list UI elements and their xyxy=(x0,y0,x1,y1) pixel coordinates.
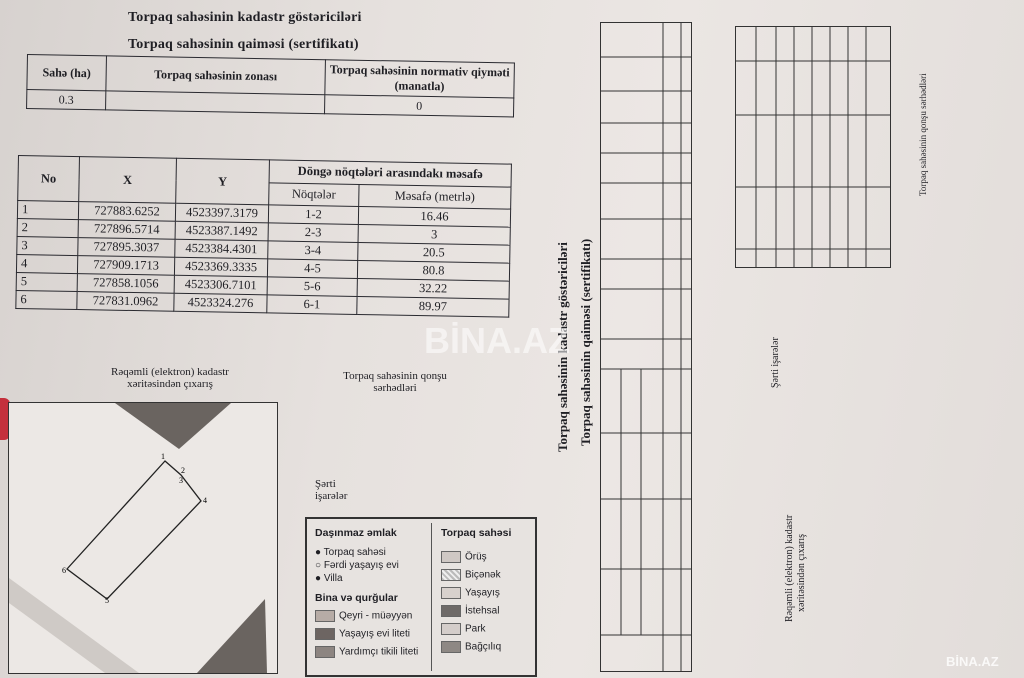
coord-cell-x: 727895.3037 xyxy=(78,238,175,258)
coord-cell-no: 1 xyxy=(17,201,78,220)
coordinates-table xyxy=(15,155,512,318)
rotated-sub-title: Torpaq sahəsinin qaiməsi (sertifikatı) xyxy=(578,238,593,446)
coord-cell-dist: 20.5 xyxy=(358,242,510,263)
area-value: 0.3 xyxy=(27,90,106,110)
legend-item-house: ○ Fərdi yaşayış evi xyxy=(315,560,399,571)
legend-item-undefined: Qeyri - müəyyən xyxy=(315,610,430,622)
document-subtitle: Torpaq sahəsinin qaiməsi (sertifikatı) xyxy=(128,37,359,52)
legend-title-line1: Şərti xyxy=(315,478,336,490)
legend-item-hayfield: Biçənək xyxy=(441,569,531,581)
rotated-map-title: Rəqəmli (elektron) kadastr xyxy=(784,514,795,622)
point-label-1: 1 xyxy=(161,452,165,461)
legend-title-line2: işarələr xyxy=(315,490,348,502)
col-zone: Torpaq sahəsinin zonası xyxy=(106,56,326,95)
swatch-hayfield-icon xyxy=(441,569,461,581)
coord-cell-pts: 5-6 xyxy=(267,277,357,297)
legend-buildings-header: Bina və qurğular xyxy=(315,592,398,604)
legend-right-header: Torpaq sahəsi xyxy=(441,527,512,539)
coord-cell-x: 727831.0962 xyxy=(77,292,174,312)
legend-item-villa: ● Villa xyxy=(315,573,343,584)
map-section-title xyxy=(105,366,235,390)
coord-cell-dist: 80.8 xyxy=(357,260,509,281)
normative-value: 0 xyxy=(325,95,514,117)
coord-cell-pts: 6-1 xyxy=(267,295,357,315)
coord-cell-x: 727909.1713 xyxy=(77,256,174,276)
coord-cell-pts: 1-2 xyxy=(268,205,358,225)
right-table-grid xyxy=(736,27,890,267)
rotated-neighbors-label: Torpaq sahəsinin qonşu sərhədləri xyxy=(918,73,928,196)
coord-cell-no: 3 xyxy=(17,236,78,255)
swatch-pasture-icon xyxy=(441,551,461,563)
coord-cell-pts: 4-5 xyxy=(267,259,357,279)
swatch-auxiliary-icon xyxy=(315,646,335,658)
point-label-2: 2 xyxy=(181,466,185,475)
legend-item-pasture: Örüş xyxy=(441,551,531,563)
rotated-main-title: Torpaq sahəsinin kadastr göstəriciləri xyxy=(555,242,570,452)
neighbors-title xyxy=(335,370,455,394)
legend-title xyxy=(315,478,347,502)
coord-cell-y: 4523397.3179 xyxy=(175,203,268,223)
coord-cell-dist: 16.46 xyxy=(358,206,510,227)
coord-cell-pts: 3-4 xyxy=(268,241,358,261)
legend-item-parcel: ● Torpaq sahəsi xyxy=(315,547,386,558)
point-label-4: 4 xyxy=(203,496,207,505)
coord-cell-y: 4523387.1492 xyxy=(175,221,268,241)
legend-item-industrial: İstehsal xyxy=(441,605,531,617)
legend-item-auxiliary: Yardımçı tikili liteti xyxy=(315,646,430,658)
col-x: X xyxy=(79,157,177,204)
swatch-garden-icon xyxy=(441,641,461,653)
coord-cell-no: 5 xyxy=(16,272,77,291)
col-distances: Döngə nöqtələri arasındakı məsafə xyxy=(269,160,511,187)
legend-item-garden: Bağçılıq xyxy=(441,641,531,653)
legend-left-column xyxy=(315,527,430,675)
right-table xyxy=(735,26,891,268)
document-title: Torpaq sahəsinin kadastr göstəriciləri xyxy=(128,10,362,25)
neighbors-line1: Torpaq sahəsinin qonşu xyxy=(343,370,447,382)
swatch-undefined-icon xyxy=(315,610,335,622)
legend-right-column xyxy=(441,527,531,675)
watermark-center: BİNA.AZ xyxy=(424,320,570,361)
neighbor-parcel-bottom xyxy=(197,599,267,673)
coord-cell-no: 6 xyxy=(16,290,77,309)
col-distance-m: Məsafə (metrlə) xyxy=(359,184,511,209)
map-title-line1: Rəqəmli (elektron) kadastr xyxy=(111,366,229,378)
coord-cell-pts: 2-3 xyxy=(268,223,358,243)
road-strip xyxy=(9,578,139,673)
swatch-living-icon xyxy=(441,587,461,599)
rotated-table xyxy=(600,22,692,672)
legend-box xyxy=(305,517,537,677)
col-y: Y xyxy=(176,158,270,205)
summary-table xyxy=(26,54,515,118)
point-label-3: 3 xyxy=(179,476,183,485)
cadastral-map xyxy=(8,402,278,674)
coord-cell-dist: 3 xyxy=(358,224,510,245)
coord-cell-dist: 32.22 xyxy=(357,278,509,299)
coord-cell-y: 4523369.3335 xyxy=(174,257,267,277)
neighbor-parcel-top xyxy=(115,403,231,449)
swatch-park-icon xyxy=(441,623,461,635)
rotated-table-grid xyxy=(601,23,691,671)
coord-cell-x: 727883.6252 xyxy=(78,202,175,222)
zone-value xyxy=(106,91,325,114)
coord-cell-no: 2 xyxy=(17,218,78,237)
legend-item-residential: Yaşayış evi liteti xyxy=(315,628,430,640)
coord-cell-y: 4523306.7101 xyxy=(174,275,267,295)
coord-cell-no: 4 xyxy=(16,254,77,273)
coord-cell-x: 727858.1056 xyxy=(77,274,174,294)
coord-cell-y: 4523384.4301 xyxy=(175,239,268,259)
map-drawing xyxy=(9,403,277,673)
legend-item-park: Park xyxy=(441,623,531,635)
coord-cell-dist: 89.97 xyxy=(357,296,509,317)
map-title-line2: xəritəsindən çıxarış xyxy=(127,378,213,390)
neighbors-line2: sərhədləri xyxy=(373,382,417,394)
col-points: Nöqtələr xyxy=(269,182,359,206)
watermark-corner: BİNA.AZ xyxy=(946,654,999,669)
col-no: No xyxy=(18,156,80,202)
legend-item-living: Yaşayış xyxy=(441,587,531,599)
coord-cell-x: 727896.5714 xyxy=(78,220,175,240)
coord-cell-y: 4523324.276 xyxy=(174,293,267,313)
rotated-legend-label: Şərti işarələr xyxy=(770,337,781,388)
legend-divider xyxy=(431,523,432,671)
swatch-industrial-icon xyxy=(441,605,461,617)
swatch-residential-icon xyxy=(315,628,335,640)
point-label-5: 5 xyxy=(105,596,109,605)
legend-left-header: Daşınmaz əmlak xyxy=(315,527,397,539)
col-value: Torpaq sahəsinin normativ qiyməti (manatla) xyxy=(325,60,515,98)
col-area: Sahə (ha) xyxy=(27,55,107,91)
point-label-6: 6 xyxy=(62,566,66,575)
rotated-map-title2: xəritəsindən çıxarış xyxy=(796,533,807,612)
